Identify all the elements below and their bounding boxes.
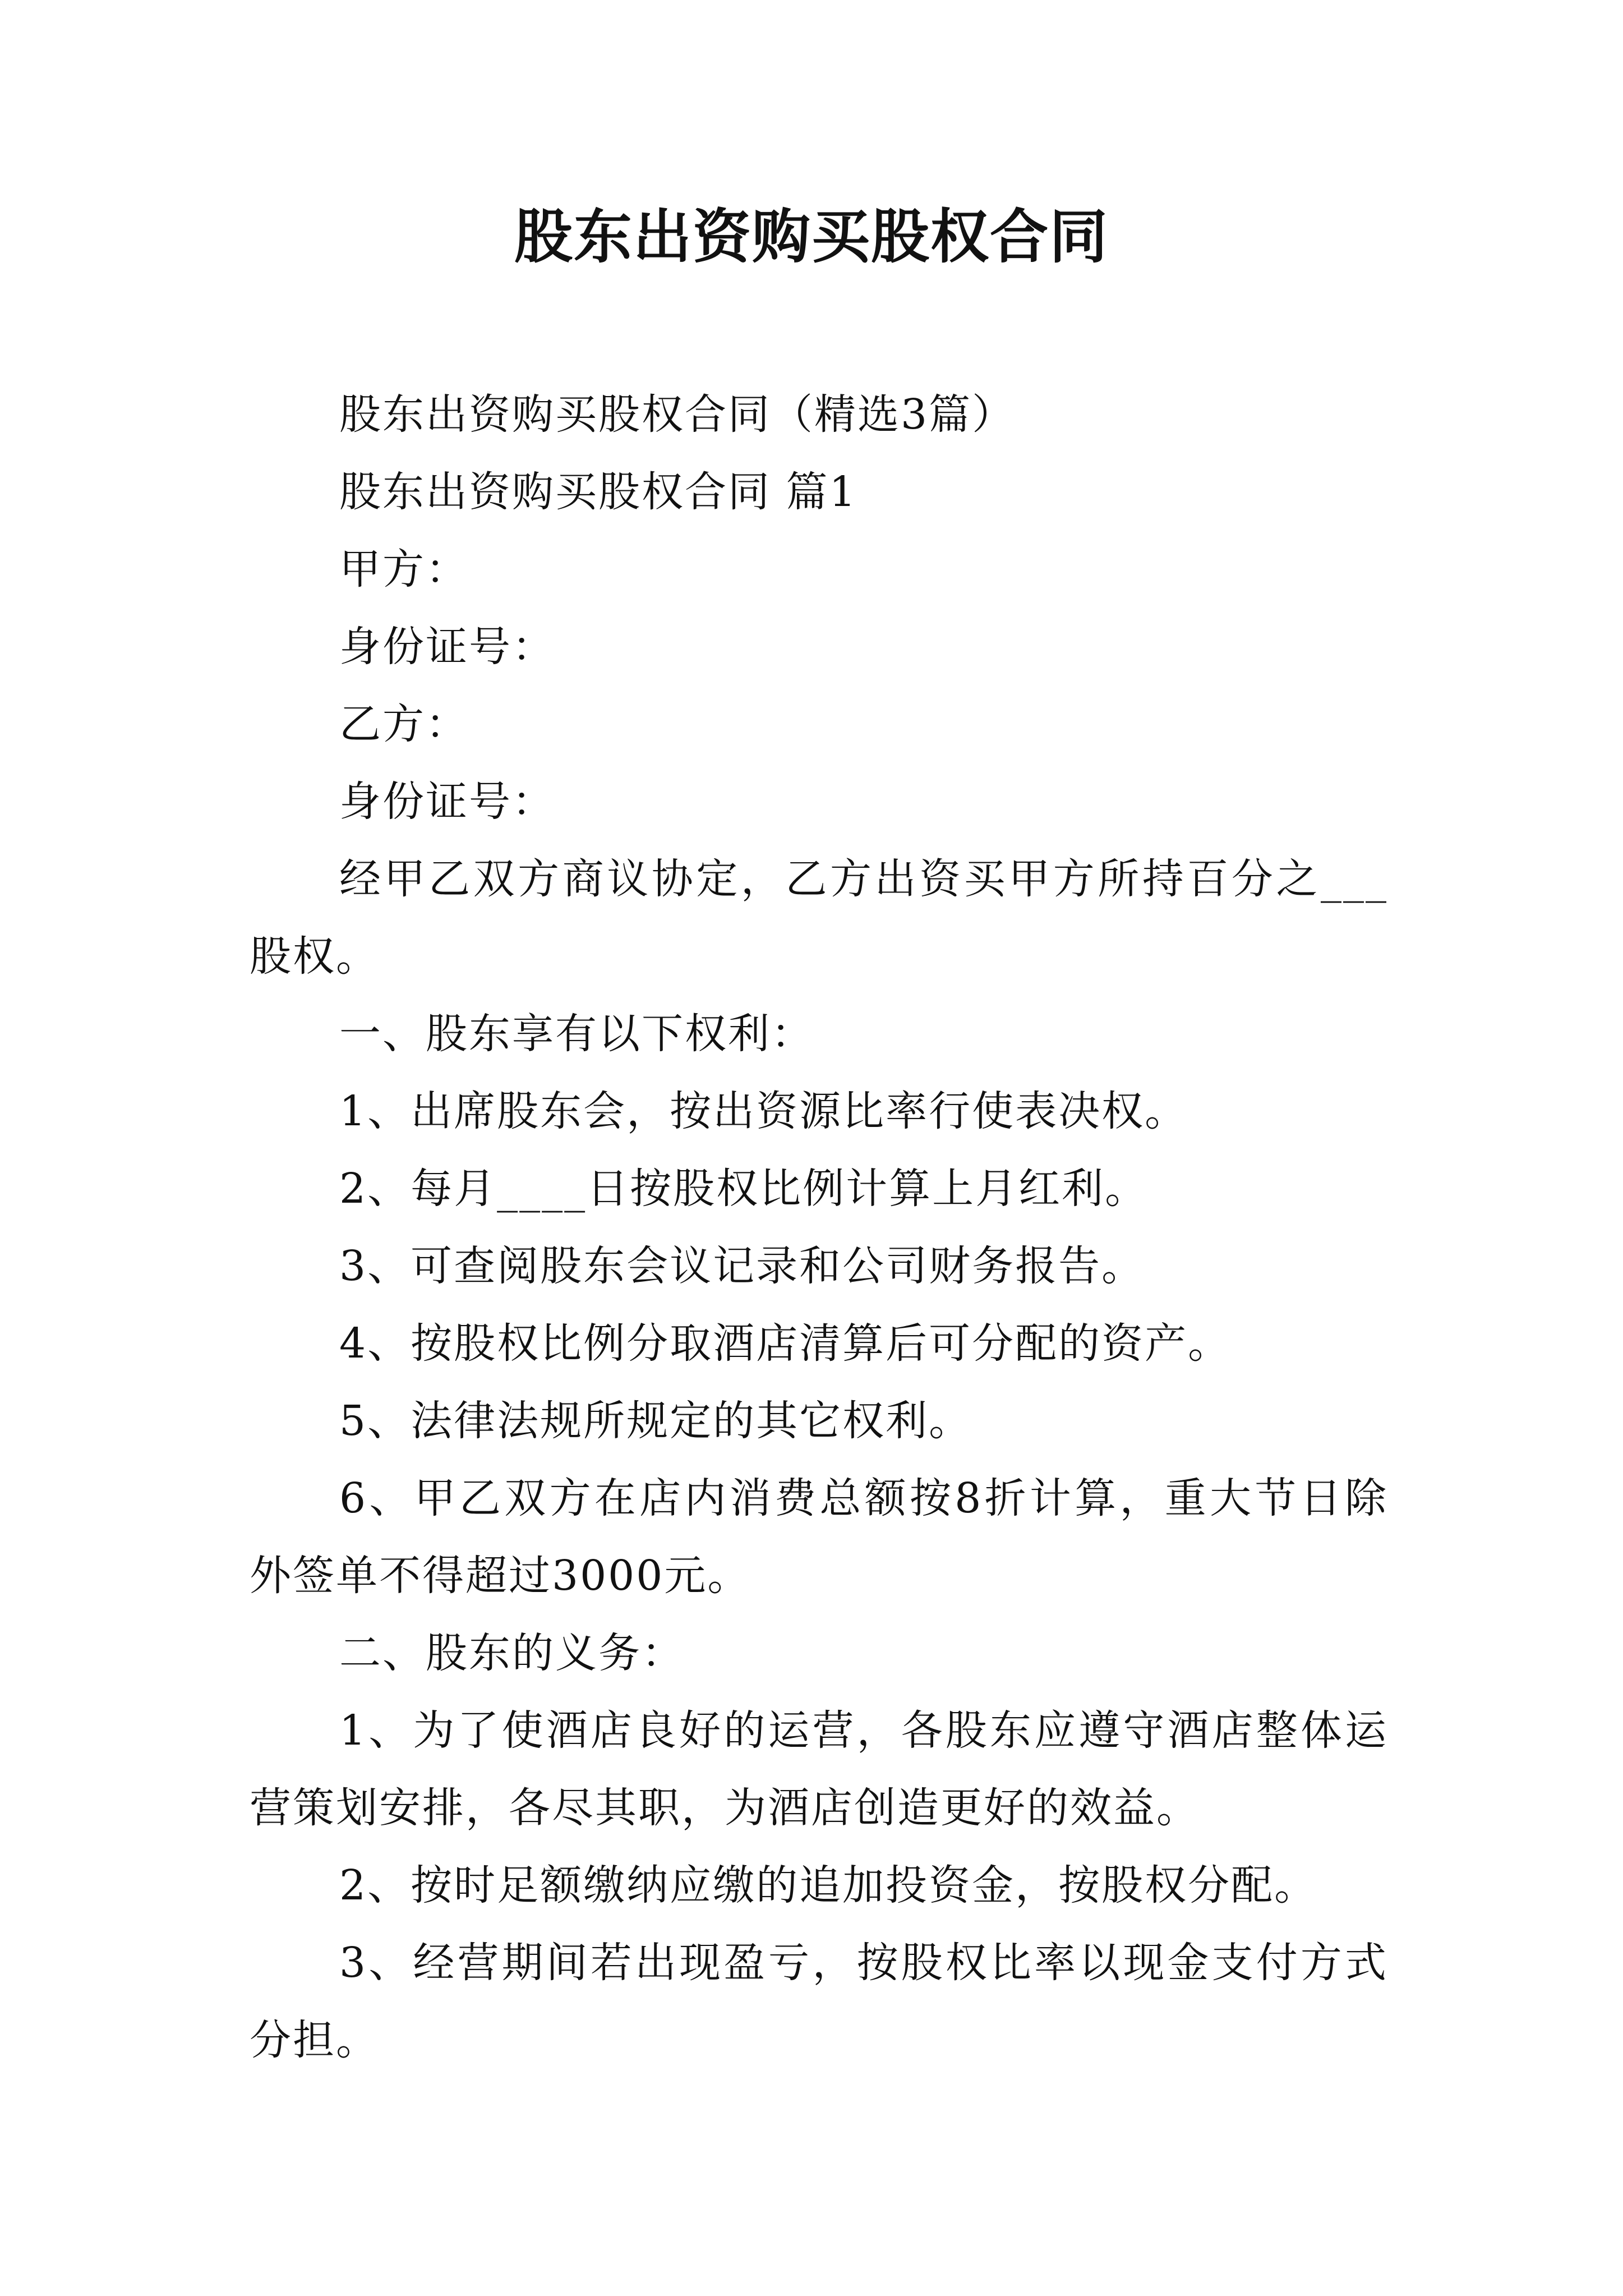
document-title: 股东出资购买股权合同 bbox=[514, 202, 1109, 271]
paragraph-right-4: 4、按股权比例分取酒店清算后可分配的资产。 bbox=[339, 1319, 1232, 1368]
paragraph-duty-3: 3、经营期间若出现盈亏，按股权比率以现金支付方式分担。 bbox=[250, 1939, 1388, 2064]
paragraph-party-a-id: 身份证号： bbox=[339, 623, 555, 671]
paragraph-rights-heading: 一、股东享有以下权利： bbox=[339, 1010, 814, 1058]
paragraph-subtitle: 股东出资购买股权合同（精选3篇） bbox=[339, 390, 1016, 439]
paragraph-duties-heading: 二、股东的义务： bbox=[339, 1629, 685, 1677]
paragraph-party-a: 甲方： bbox=[339, 545, 469, 593]
paragraph-agreement: 经甲乙双方商议协定，乙方出资买甲方所持百分之___股权。 bbox=[250, 855, 1388, 981]
paragraph-right-2: 2、每月____日按股权比例计算上月红利。 bbox=[339, 1165, 1149, 1213]
document-body bbox=[250, 376, 1388, 2079]
paragraph-duty-1: 1、为了使酒店良好的运营，各股东应遵守酒店整体运营策划安排，各尽其职，为酒店创造更好的效益。 bbox=[250, 1706, 1388, 1832]
paragraph-right-3: 3、可查阅股东会议记录和公司财务报告。 bbox=[339, 1242, 1145, 1290]
paragraph-part-heading: 股东出资购买股权合同 篇1 bbox=[339, 468, 857, 516]
paragraph-right-1: 1、出席股东会，按出资源比率行使表决权。 bbox=[339, 1087, 1188, 1135]
paragraph-right-6: 6、甲乙双方在店内消费总额按8折计算，重大节日除外签单不得超过3000元。 bbox=[250, 1474, 1388, 1600]
paragraph-duty-2: 2、按时足额缴纳应缴的追加投资金，按股权分配。 bbox=[339, 1861, 1318, 1910]
paragraph-party-b: 乙方： bbox=[339, 700, 469, 748]
paragraph-right-5: 5、法律法规所规定的其它权利。 bbox=[339, 1397, 972, 1445]
paragraph-party-b-id: 身份证号： bbox=[339, 777, 555, 826]
